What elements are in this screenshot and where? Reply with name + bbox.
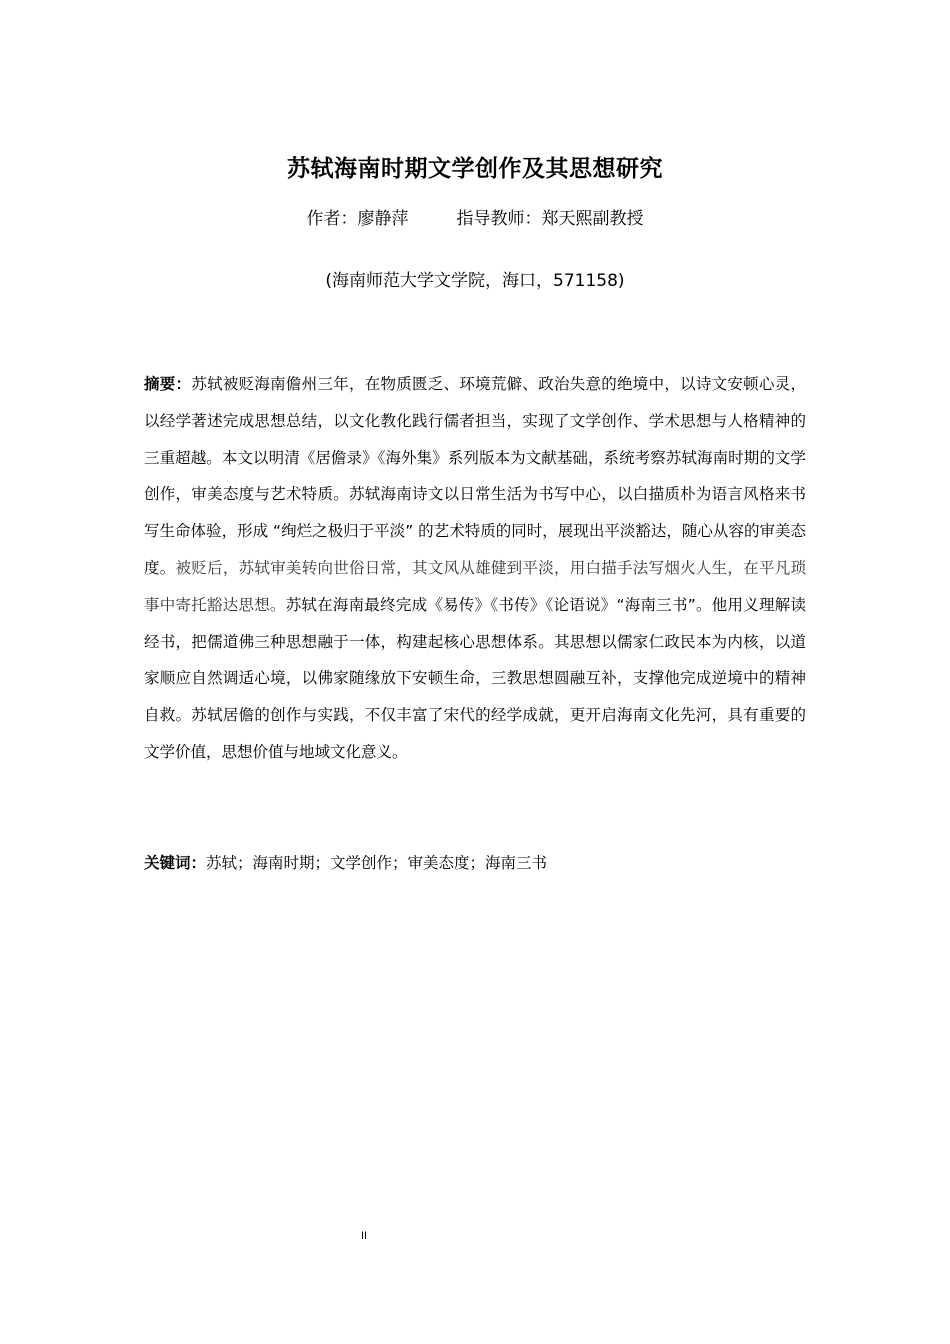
keywords-text: 苏轼；海南时期；文学创作；审美态度；海南三书 — [206, 854, 548, 872]
page-number: II — [360, 1230, 368, 1242]
author-name: 作者：廖静萍 — [306, 209, 409, 229]
abstract-label: 摘要： — [144, 375, 192, 393]
abstract-text-1: 苏轼被贬海南儋州三年，在物质匮乏、环境荒僻、政治失意的绝境中，以诗文安顿心灵，以经学著述完成思想总结，以文化教化践行儒者担当，实现了文学创作、学术思想与人格精神的三重超越。本文以明清《居儋录》《海外集》系列版本为文献基础，系统考察苏轼海南时期的文学创作，审美态度与艺术特质。苏轼海南诗文以日常生活为书写中心，以白描质朴为语言风格来书写生命体验，形成 “绚烂之极归于平淡” 的艺术特质的同时，展现出平淡豁达，随心从容的审美态度。 — [144, 375, 806, 577]
abstract-text-3: 苏轼在海南最终完成《易传》《书传》《论语说》“海南三书”。他用义理解读经书，把儒道佛三种思想融于一体，构建起核心思想体系。其思想以儒家仁政民本为内核，以道家顺应自然调适心境，以佛家随缘放下安顿生命，三教思想圆融互补，支撑他完成逆境中的精神自救。苏轼居儋的创作与实践，不仅丰富了宋代的经学成就，更开启海南文化先河，具有重要的文学价值，思想价值与地域文化意义。 — [144, 595, 806, 761]
keywords-line — [144, 848, 806, 878]
affiliation: (海南师范大学文学院，海口，571158) — [325, 271, 625, 291]
abstract-paragraph — [144, 366, 806, 771]
keywords-label: 关键词： — [144, 854, 207, 872]
advisor-name: 指导教师：郑天熙副教授 — [456, 209, 644, 229]
paper-title: 苏轼海南时期文学创作及其思想研究 — [287, 156, 663, 182]
author-line — [0, 204, 950, 229]
abstract-text-2: 被贬后，苏轼审美转向世俗日常，其文风从雄健到平淡，用白描手法写烟火人生，在平凡琐事中寄托豁达思想。 — [144, 558, 806, 614]
